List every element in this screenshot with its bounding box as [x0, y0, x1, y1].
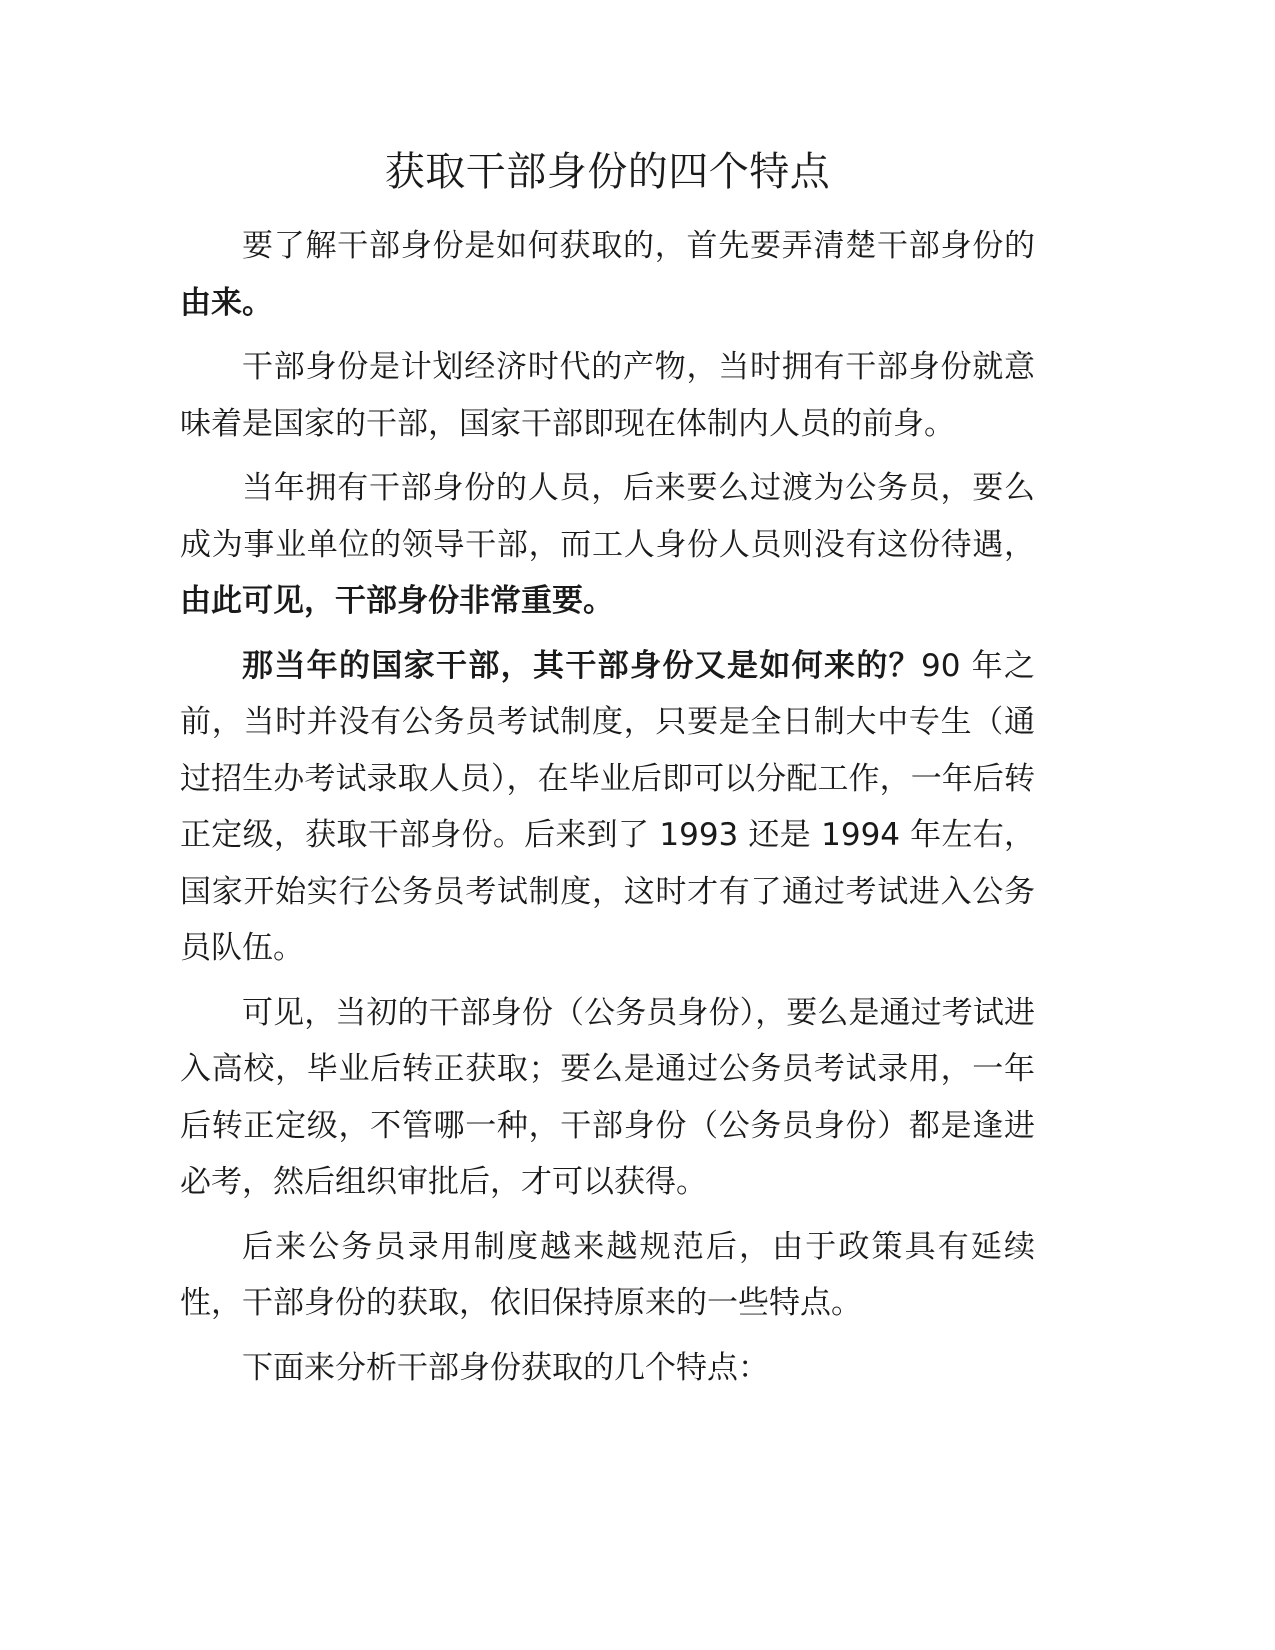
paragraph-1-bold-tail: 由来。 — [180, 284, 273, 321]
paragraph-2-text: 干部身份是计划经济时代的产物，当时拥有干部身份就意味着是国家的干部，国家干部即现在体制内人员的前身。 — [180, 349, 1035, 442]
paragraph-2 — [180, 339, 1035, 452]
paragraph-7-text: 下面来分析干部身份获取的几个特点： — [242, 1349, 769, 1386]
paragraph-4-bold-head: 那当年的国家干部，其干部身份又是如何来的？ — [242, 647, 922, 684]
paragraph-4 — [180, 638, 1035, 977]
paragraph-7 — [180, 1340, 1035, 1397]
paragraph-3-text: 当年拥有干部身份的人员，后来要么过渡为公务员，要么成为事业单位的领导干部，而工人身份人员则没有这份待遇， — [180, 470, 1035, 563]
paragraph-5-text: 可见，当初的干部身份（公务员身份），要么是通过考试进入高校，毕业后转正获取；要么是通过公务员考试录用，一年后转正定级，不管哪一种，干部身份（公务员身份）都是逢进必考，然后组织审批后，才可以获得。 — [180, 994, 1035, 1200]
document-title: 获取干部身份的四个特点 — [384, 149, 831, 195]
paragraph-1-text: 要了解干部身份是如何获取的，首先要弄清楚干部身份的 — [242, 228, 1035, 264]
paragraph-4-text: 90 年之前，当时并没有公务员考试制度，只要是全日制大中专生（通过招生办考试录取人员），在毕业后即可以分配工作，一年后转正定级，获取干部身份。后来到了 1993 还是 1994 年左右，国家开始实行公务员考试制度，这时才有了通过考试进入公务员队伍。 — [180, 647, 1036, 966]
document-page — [180, 140, 1035, 1404]
paragraph-3 — [180, 460, 1035, 630]
paragraph-6-text: 后来公务员录用制度越来越规范后，由于政策具有延续性，干部身份的获取，依旧保持原来的一些特点。 — [180, 1228, 1035, 1321]
paragraph-5 — [180, 985, 1035, 1211]
paragraph-6 — [180, 1219, 1035, 1332]
paragraph-1 — [180, 218, 1035, 331]
paragraph-3-bold-tail: 由此可见，干部身份非常重要。 — [180, 583, 614, 619]
